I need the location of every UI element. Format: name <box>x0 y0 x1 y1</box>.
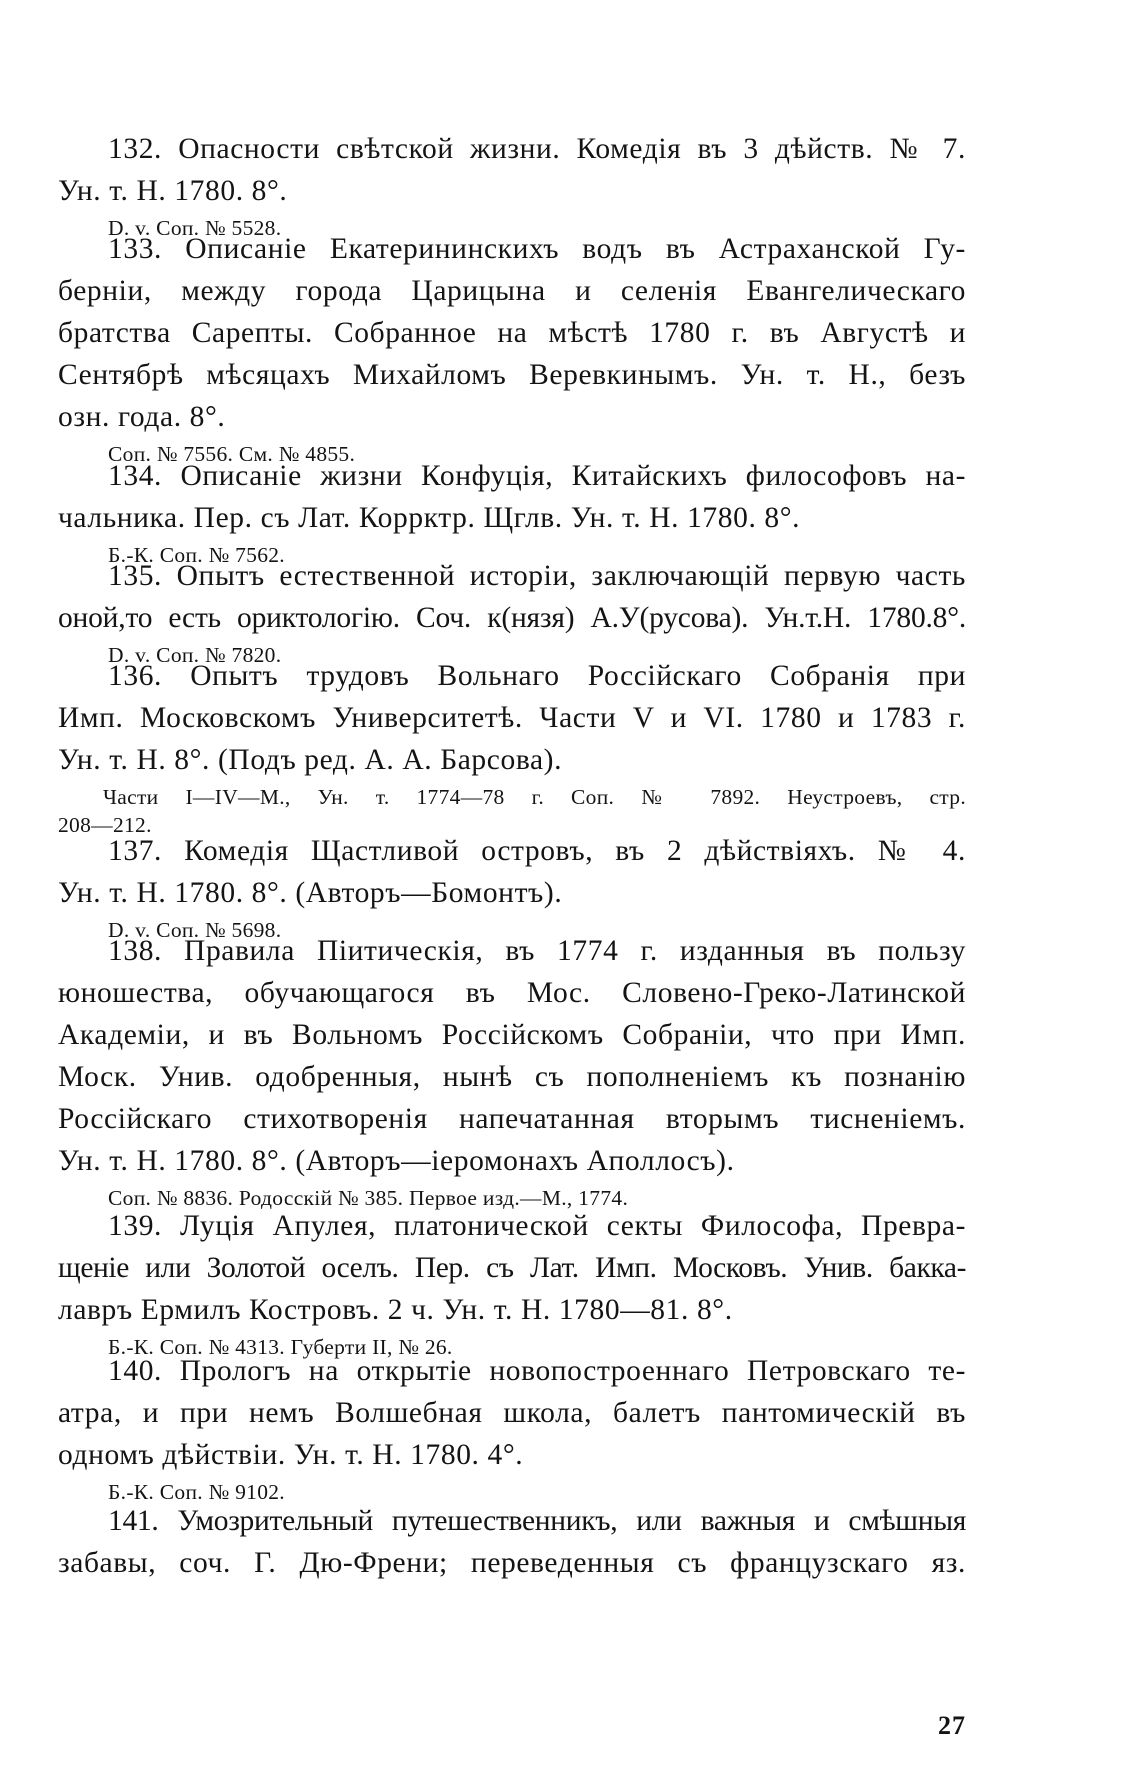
entry-reference: Б.-К. Соп. № 7562. <box>108 543 285 567</box>
entry-line: 139. Луція Апулея, платонической секты Философа, Превра- <box>108 1210 966 1242</box>
entry-reference: D. v. Соп. № 5528. <box>108 216 282 240</box>
entry-line: 140. Прологъ на открытіе новопостроеннаго Петровскаго те- <box>108 1355 966 1387</box>
entry-133 <box>58 228 966 472</box>
entry-line: Моск. Унив. одобренныя, нынѣ съ пополненіемъ къ познанію <box>58 1061 966 1093</box>
entry-line: 132. Опасности свѣтской жизни. Комедія въ 3 дѣйств. № 7. <box>108 133 966 165</box>
entry-line: Имп. Московскомъ Университетѣ. Части V и VI. 1780 и 1783 г. <box>58 702 966 734</box>
entry-line: Ун. т. Н. 1780. 8°. (Авторъ—іеромонахъ Аполлосъ). <box>58 1145 735 1177</box>
entry-line: Ун. т. Н. 1780. 8°. (Авторъ—Бомонтъ). <box>58 877 563 909</box>
entry-line: 134. Описаніе жизни Конфуція, Китайскихъ философовъ на- <box>108 460 966 492</box>
entry-line: Россійскаго стихотворенія напечатанная вторымъ тисненіемъ. <box>58 1103 966 1135</box>
entry-reference: D. v. Соп. № 7820. <box>108 643 282 667</box>
entry-line: 133. Описаніе Екатерининскихъ водъ въ Астраханской Гу- <box>108 233 966 265</box>
entry-reference: Соп. № 7556. См. № 4855. <box>108 442 356 466</box>
entry-line: одномъ дѣйствіи. Ун. т. Н. 1780. 4°. <box>58 1439 524 1471</box>
entry-reference: Соп. № 8836. Родосскій № 385. Первое изд.—М., 1774. <box>108 1186 629 1210</box>
entry-line: 141. Умозрительный путешественникъ, или важныя и смѣшныя <box>108 1505 966 1537</box>
entry-line: Ун. т. Н. 8°. (Подъ ред. А. А. Барсова). <box>58 744 563 776</box>
entry-reference: Б.-К. Соп. № 4313. Губерти II, № 26. <box>108 1335 453 1359</box>
entry-line: лавръ Ермилъ Костровъ. 2 ч. Ун. т. Н. 1780—81. 8°. <box>58 1294 733 1326</box>
entry-reference: 208—212. <box>58 813 152 837</box>
entry-line: озн. года. 8°. <box>58 401 226 433</box>
entry-line: 138. Правила Піитическія, въ 1774 г. изданныя въ пользу <box>108 935 966 967</box>
entry-line: берніи, между города Царицына и селенія Евангелическаго <box>58 275 966 307</box>
entry-reference: Б.-К. Соп. № 9102. <box>108 1480 285 1504</box>
entry-line: Академіи, и въ Вольномъ Россійскомъ Собраніи, что при Имп. <box>58 1019 966 1051</box>
entry-141 <box>58 1500 966 1584</box>
entry-line: Сентябрѣ мѣсяцахъ Михайломъ Веревкинымъ. Ун. т. Н., безъ <box>58 359 966 391</box>
entry-reference: Части I—IV—М., Ун. т. 1774—78 г. Соп. № 7892. Неустроевъ, стр. <box>103 785 966 809</box>
book-page <box>58 0 966 1789</box>
entry-line: 136. Опытъ трудовъ Вольнаго Россійскаго Собранія при <box>108 660 966 692</box>
entry-line: 137. Комедія Щастливой островъ, въ 2 дѣйствіяхъ. № 4. <box>108 835 966 867</box>
entry-line: Ун. т. Н. 1780. 8°. <box>58 175 288 207</box>
entry-line: юношества, обучающагося въ Мос. Словено-Греко-Латинской <box>58 977 966 1009</box>
page-number: 27 <box>938 1711 966 1740</box>
entry-line: чальника. Пер. съ Лат. Коррктр. Щглв. Ун. т. Н. 1780. 8°. <box>58 502 801 534</box>
entry-136 <box>58 655 966 843</box>
entry-140 <box>58 1350 966 1510</box>
entry-line: щеніе или Золотой оселъ. Пер. съ Лат. Имп. Московъ. Унив. бакка- <box>58 1252 966 1284</box>
entry-138 <box>58 930 966 1216</box>
entry-line: забавы, соч. Г. Дю-Френи; переведенныя съ французскаго яз. <box>58 1547 966 1579</box>
entry-139 <box>58 1205 966 1365</box>
entry-line: атра, и при немъ Волшебная школа, балетъ пантомическій въ <box>58 1397 966 1429</box>
entry-line: оной,то есть ориктологію. Соч. к(нязя) А.У(русова). Ун.т.Н. 1780.8°. <box>58 602 966 634</box>
entry-reference: D. v. Соп. № 5698. <box>108 918 282 942</box>
entry-line: 135. Опытъ естественной исторіи, заключающій первую часть <box>108 560 966 592</box>
entry-line: братства Сарепты. Собранное на мѣстѣ 1780 г. въ Августѣ и <box>58 317 966 349</box>
